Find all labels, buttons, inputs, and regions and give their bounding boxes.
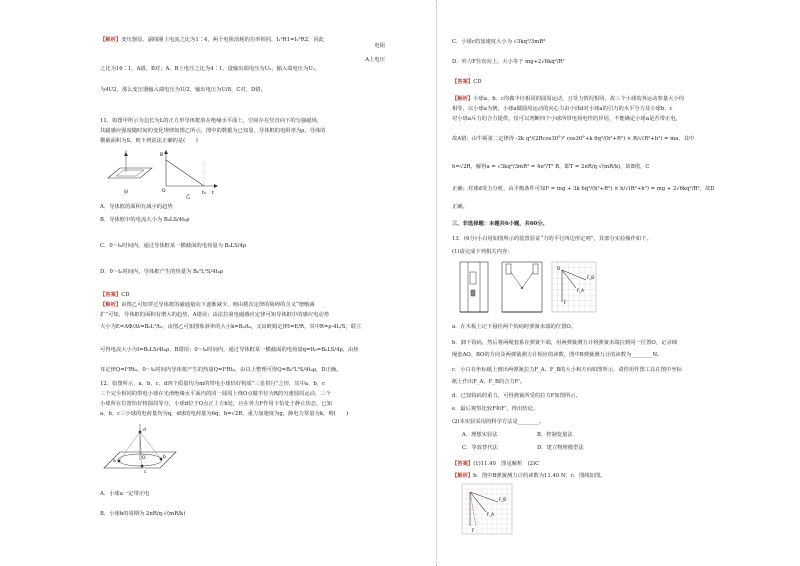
label-tag: 【答案】 xyxy=(452,79,474,85)
q12-stem-line-0: 12．如图所示，a、b、c、d四个质量均为m的带电小球恰好构成“三星拱月”之形，其中a、b、c xyxy=(100,381,325,387)
right-line-1: D．外力F竖直向上，大小等于 mg+2√6kq²/R² xyxy=(452,59,565,65)
q11-figure-jia xyxy=(100,148,160,200)
q12-stem-line-2: 小球所在位置恰好将圆周等分，小球d位于O点正上方h处，且在外力F作用下恰处于静止状态，已知 xyxy=(100,401,332,407)
q12-stem-line-3: a、b、c三小球的电荷量均为q，d球的电荷量为6q，h=√2R，重力加速度为g，静电力常量为k，则( ) xyxy=(100,411,349,417)
line-text: (1)11.40 图见解析 (2)C xyxy=(473,461,540,467)
right-line-18: d．已知钩码的重力，可得弹簧所受的拉力F如图所示。 xyxy=(452,393,581,399)
label-tag: 【答案】 xyxy=(452,461,474,467)
right-line-11: 13．(6分)小白用如图所示的装置验证“力的平行四边形定则”，其部分实验操作如下。 xyxy=(452,236,652,242)
left-intro-line-6: 其磁感应强度随时间的变化规律如图乙所示，图中的数据为已知量，导体框的电阻率为ρ，导体的 xyxy=(100,128,326,134)
fig-yi-B-label: B xyxy=(160,153,164,158)
right-line-10: 三、非选择题：本题共6小题，共60分。 xyxy=(452,221,548,227)
right-line-9: 正确。 xyxy=(452,204,468,210)
right-line-21: A．理想实验法 xyxy=(462,432,498,438)
right-line-13: a．在木板上记下悬挂两个钩码时弹簧末端的位置O。 xyxy=(452,324,577,330)
answer-value: CD xyxy=(121,292,130,298)
q11-analysis-line-0 xyxy=(100,303,315,308)
right-line-5: 对小球a斥力的合力提供，仅可以判断四个小球所带电荷电性的异同，不能确定小球a是否带正电， xyxy=(452,116,681,122)
q13-FB-label: F_B xyxy=(587,275,595,280)
right-line-15: 绳套AO、BO的方向及两弹簧测力计相应的读数，图中B弹簧测力计的读数为________N。 xyxy=(452,352,663,358)
right-line-4: 相等，以小球a为例，小球a做圆周运动的向心力由小球d对小球a的引力的水平分力及小球b、c xyxy=(452,106,673,112)
line-text: b．图中B弹簧测力计的读数为11.40 N；c．图线如图。 xyxy=(473,473,606,479)
fig-yi-label: 乙 xyxy=(185,194,191,200)
q12-figure xyxy=(100,422,180,488)
right-line-22: B．控制变量法 xyxy=(537,432,573,438)
line-text: 变压器原、副线圈上电流之比为1∶4，两个电阻消耗的功率相同，I₁²R1=I₂²R2，因此 xyxy=(121,37,324,43)
right-line-20: (2)本实验采用的科学方法是________。 xyxy=(452,419,545,425)
right-line-19: e．最后观察比较F和F'，得出结论。 xyxy=(452,406,539,412)
right-line-23: C．等效替代法 xyxy=(462,445,498,451)
left-intro-line-7: 横截面积为S，则下列说法正确的是( ) xyxy=(100,138,198,144)
q11-analysis-line-3: 可得电流大小为I=B₀LS/4t₀ρ，B错误；0～t₀时间内，通过导体框某一横截面的电荷量q=It₀=B₀LS/4ρ，由焦 xyxy=(100,347,359,353)
q11-answer xyxy=(100,293,130,298)
right-line-25 xyxy=(452,462,539,467)
line-text: CD xyxy=(473,79,482,85)
fig-q12-a-label: a xyxy=(113,459,116,464)
left-intro-line-3: 之比为16∶1，A错，B对；A、B上电压之比为4∶1，设输出端电压为U₂，输入端电压为U₁， xyxy=(100,66,321,72)
q11-option-line-3: D．0～t₀时间内，导体框产生的热量为 B₀²L³S/4t₀ρ xyxy=(100,269,223,275)
right-line-12: (1)请完成下列相关内容： xyxy=(452,249,513,255)
left-intro-line-4: 为4U2，那么变压器输入端电压为U/2，输出电压为U/8，C对，D错。 xyxy=(100,87,266,93)
line-text: 小球a、b、c均做半径相同的圆周运动，且受力情况相同，故三个小球的各运动参量大小均 xyxy=(473,96,685,102)
fig-yi-t-label: t xyxy=(212,191,214,196)
fig-q12-b-label: b xyxy=(163,455,166,460)
right-line-26 xyxy=(452,474,606,479)
q11-analysis-line-2: 大小为E=ΔΦ/Δt=B₀L²/t₀，由图乙可知图象斜率的大小k=B₀/t₀，又由欧姆定律I=E/R，其中R=ρ·4L/S，联立 xyxy=(100,324,362,330)
right-line-16: c．小白在坐标纸上画出两弹簧拉力F_A、F_B的大小和方向如图所示，请你用作图工具在图中坐标 xyxy=(452,367,682,373)
q11-option-line-1: B．导体框中的电流大小为 B₀LS/4t₀ρ xyxy=(100,217,190,223)
q13-ans-FB-label: F_B xyxy=(499,497,507,502)
q11-analysis-line-1: 扩”可知，导体框的面积有增大的趋势，A错误；由法拉第电磁感应定律可知导体框中的感应电动势 xyxy=(100,312,330,318)
right-line-17: 纸上作出F_A、F_B的合力F'。 xyxy=(452,379,526,385)
fig-q12-d-label: d xyxy=(143,428,146,433)
q11-option-line-0: A．导体框的面积有减小的趋势 xyxy=(100,204,173,210)
fig-jia-label: 甲 xyxy=(123,190,129,196)
fig-q12-O-label: O xyxy=(142,456,146,461)
q13-answer-figure xyxy=(460,482,516,538)
right-line-24: D．建立物理模型法 xyxy=(537,445,584,451)
q13-apparatus-figure xyxy=(458,258,598,320)
q13-ans-FA-label: F_A xyxy=(487,512,495,517)
q12-stem-line-1: 三个完全相同的带电小球在光滑绝缘水平面内的同一圆周上绕O点做半径为R的匀速圆周运动，三个 xyxy=(100,391,331,397)
left-intro-line-2: A上电压 xyxy=(365,57,385,63)
fig-q12-c-label: c xyxy=(144,470,147,475)
right-line-8: 正确；对球d受力分析，由平衡条件可知F = mg + 3k 6q²/(h²+R²) × h/√(R²+h²) = mg + 2√6kq²/R²，故D xyxy=(452,186,715,192)
right-line-14: b．卸下钩码，然后将两绳套系在弹簧下端，用两弹簧测力计将弹簧末端拉到同一位置O，记录细 xyxy=(452,340,677,346)
right-line-3 xyxy=(452,97,684,102)
label-tag: 【解析】 xyxy=(100,302,122,308)
label-tag: 【答案】 xyxy=(100,292,122,298)
label-tag: 【解析】 xyxy=(100,37,122,43)
q11-analysis-line-4: 耳定律Q=I²Rt₀，0～t₀时间内导体框产生的热量Q=I²Rt₀，由以上整理可得Q=B₀²L³S/4t₀ρ，D正确。 xyxy=(100,367,342,373)
left-intro-line-0 xyxy=(100,38,324,43)
right-line-7: h=√2R，解得a = √3kq²/3mR² = 4π²/T² R，即T = 2πR/q √(mR/k)，故B错，C xyxy=(452,164,650,170)
q11-option-line-2: C．0～t₀时间内，通过导体框某一横截面的电荷量为 B₀LS/4ρ xyxy=(100,243,247,249)
q13-ans-F-label: F xyxy=(472,528,475,533)
right-line-6: 故A错；由牛顿第二定律得 -2k q²/(2Rcos30°)² cos30°+k 6q²/(h²+R²) × R/√(R²+h²) = ma，其中 xyxy=(452,136,695,142)
label-tag: 【解析】 xyxy=(452,96,474,102)
column-divider xyxy=(436,0,438,566)
line-text: 由图乙可知穿过导体框的磁通量向下逐渐减少，则由楞次定律的阻碍的含义“增缩减 xyxy=(121,302,315,308)
q12-option-line-0: A．小球a一定带正电 xyxy=(100,491,150,497)
left-intro-line-5: 11．如图甲所示为边长为L的正方形导体框放在绝缘水平面上，空间存在竖直向下的匀强磁场， xyxy=(100,118,323,124)
q12-option-line-1: B．小球b的周期为 2πR/q·√(mR/k) xyxy=(100,511,186,517)
right-line-2 xyxy=(452,80,482,85)
left-intro-line-1: 电阻 xyxy=(374,43,385,49)
q13-O-label: O xyxy=(557,266,561,271)
label-tag: 【解析】 xyxy=(452,473,474,479)
q13-FA-label: F_A xyxy=(577,288,585,293)
fig-yi-O-label: O xyxy=(162,189,166,194)
q13-F-label: F xyxy=(564,300,567,305)
fig-yi-t0-label: t₀ xyxy=(202,191,206,196)
q11-figure-yi xyxy=(160,148,220,200)
right-line-0: C．小球c的加速度大小为 √3kq²/3mR² xyxy=(452,39,546,45)
